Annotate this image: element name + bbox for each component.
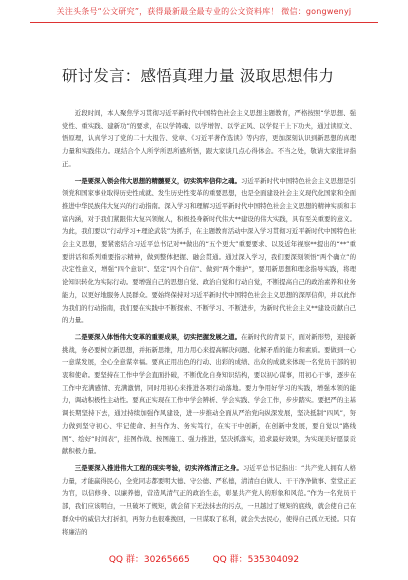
paragraph-lead: 一是要深入领会伟大思想的精髓要义，切实筑牢信仰之魂。 — [74, 176, 241, 185]
paragraph-intro — [62, 107, 356, 171]
paragraph-lead: 三是要深入推进伟大工程的现实考验，切实淬炼清正之身。 — [74, 463, 243, 472]
footer-contacts — [0, 552, 408, 565]
paragraph-point-2 — [62, 331, 356, 458]
paragraph-point-1 — [62, 175, 356, 327]
paragraph-text: 在新时代的背景下，面对新形势，迎接新挑战，务必要树立新思想，并拓新思维，用力用心来提高解决问题、化解矛盾的能力和素质。要做到一心一意谋发展，全心全意谋幸福。要真正用出色的行动、出彩的成绩、出众的成就来体现一名党员干部的初衷和使命。要坚持在工作中学会直面扑破，不断优化自身知识结构，要以初心谋事，用初心干事，逐步在工作中充满感情、充满激情，同时用初心来推进各项行动落地。要力争用好学习的实践，增强本领的能力，调动积极性主动性。要真正实现在工作中学会辨析、学会实践、学会工作，步步踏实。要把严的主基调长期坚持下去，通过持续加强作风建设，进一步推动全面从严治党向纵深发展，坚决抵制“四风”，努力做到坚守初心、牢记使命、担当作为、务实笃行，在实干中创新，在创新中发展，要自觉以“路线图”、绘好“时间表”，挂图作战、按图施工、强力推进，坚决抓落实，追求最好效果，为实现美好愿景贡献积极力量。 — [62, 332, 357, 456]
paragraph-point-3 — [62, 462, 356, 538]
page-title: 研讨发言：感悟真理力量 汲取思想伟力 — [62, 67, 335, 85]
header-divider — [30, 22, 378, 23]
footer-qq-group-1: QQ 群：30265665 — [108, 555, 190, 565]
header-banner: 关注头条号“公文研究”，获得最新最全最专业的公文资料库！ 微信：gongwenyj — [56, 7, 352, 16]
paragraph-text: 习近平新时代中国特色社会主义思想是引领党和国家事业取得历史性成就、发生历史性变革的重要思想，也是全面建设社会主义现代化国家和全面推进中华民族伟大复兴的行动指南。深入学习和理解习近平新时代中国特色社会主义思想的精神实质和丰富内涵，对于我们紧跟伟大复兴领航人，积极投身新时代伟大**建设的伟大实践，具有至关重要的意义。为此，我们要以“行动学习+理论武装”为抓手，在主题教育活动中深入学习贯彻习近平新时代中国特色社会主义思想，要紧密结合习近平总书记对**做出的“五个更大”重要要求、以及近年视察**提出的“**”重要讲话和系列重要指示精神，做到整体把握、融会贯通。通过深入学习，我们要深刻领悟“两个确立”的决定性意义，增强“四个意识”、坚定“四个自信”、做到“两个维护”，要用新思想和理念指导实践，将理论知识转化为实际行动。要增强自己的思想自觉、政治自觉和行动自觉，不断提高自己的政治素养和业务能力，以更好地服务人民群众。要始终保持对习近平新时代中国特色社会主义思想的深厚信仰，并以此作为我们的行动指南，我们要在实践中不断探索、不断学习、不断进步，为新时代社会主义**建设贡献自己的力量。 — [62, 176, 357, 325]
document-body — [62, 107, 356, 542]
paragraph-lead: 二是要深入体悟伟大变革的重要成果，切实把握发展之道。 — [74, 332, 241, 341]
paragraph-text: 习近平总书记指出：“共产党人拥有人格力量，才能赢得民心，全党同志都要明大德、守公德、严私德，清清白白做人、干干净净做事、堂堂正正为官，以信修身、以廉养德，营造风清气正的政治生态，彰显共产党人的形象和风范。”作为一名党员干部，我们应该明白，一旦破坏了规矩，就会留下无法抹去的污点，一旦越过了规矩的底线，就会使自己在群众中的威信大打折扣，再努力也很难挽回，一旦谋取了私利，就会失去民心，使得自己孤立无援。只有将廉洁的 — [62, 463, 357, 536]
footer-qq-group-2: QQ 群：535304092 — [212, 555, 300, 565]
paragraph-text: 近段时间，本人聚焦学习贯彻习近平新时代中国特色社会主义思想主题教育，严格按照“学思想、强党性、重实践、建新功”的要求，在以学铸魂、以学增智、以学正风、以学促干上下功夫，通过读原文、悟原理，认真学习了党的二十大报告、党章、《习近平著作选读》等内容，更加深刻认识到新思想的真理力量和实践伟力。现结合个人所学所思所感所悟，跟大家谈几点心得体会。不当之处，敬请大家批评指正。 — [62, 109, 356, 168]
